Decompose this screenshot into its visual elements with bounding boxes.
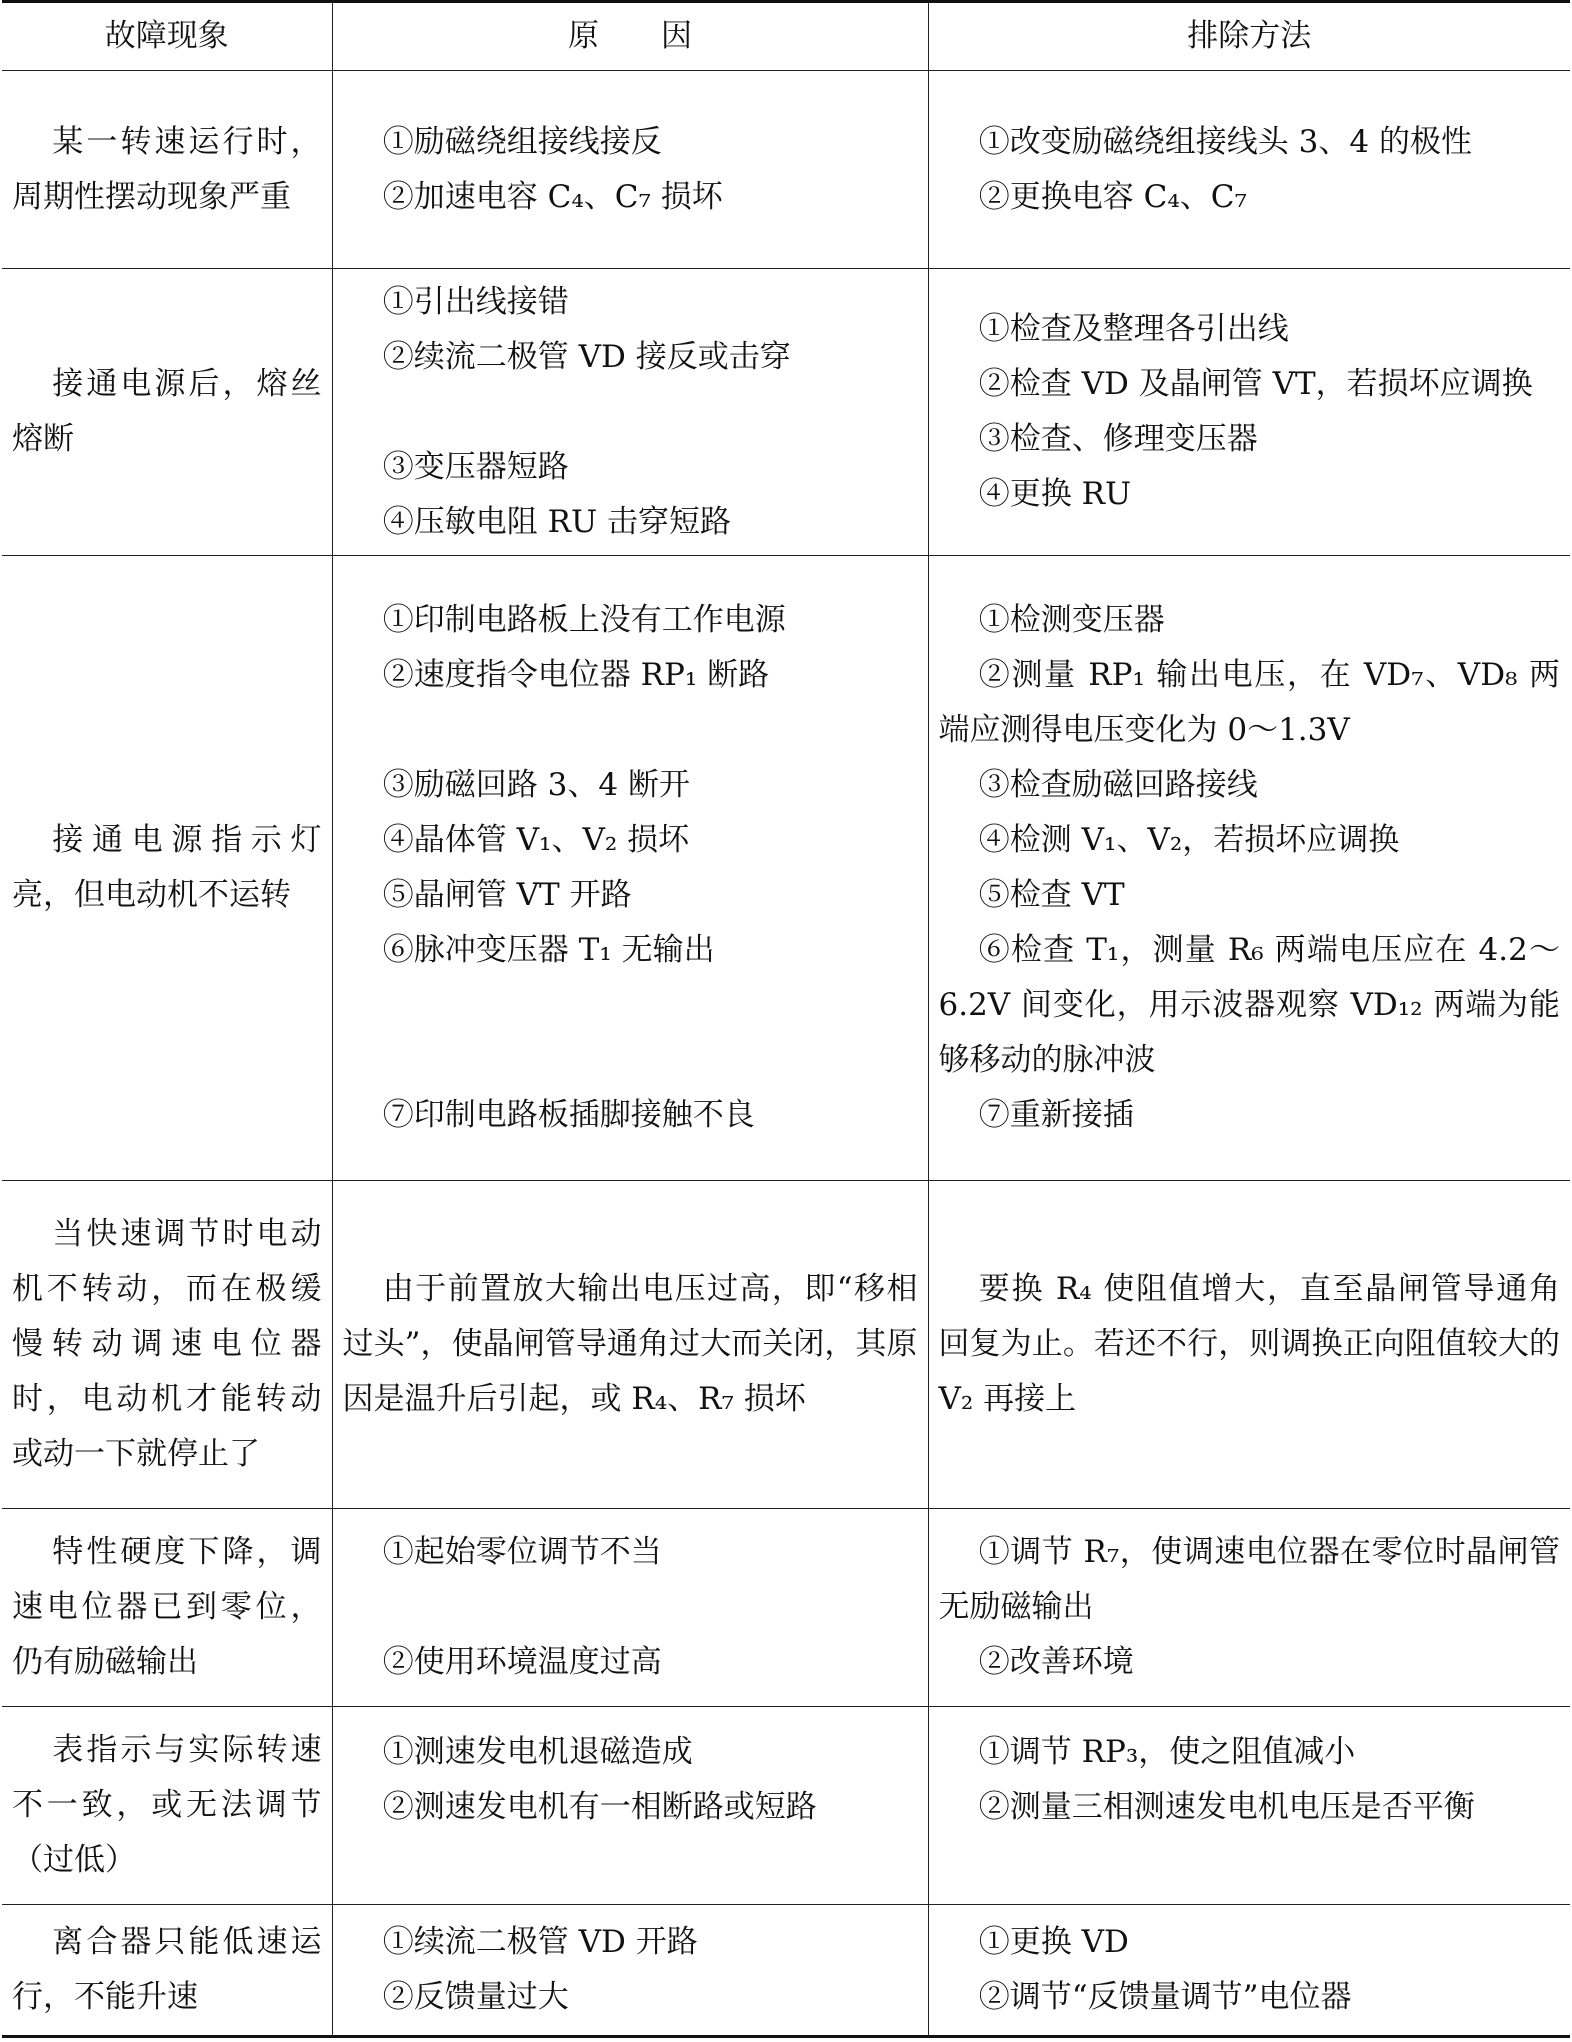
table-row [2,556,1570,1181]
header-cause: 原 因 [332,2,928,71]
cause-cell [332,556,928,1181]
fix-item: ①调节 R₇，使调速电位器在零位时晶闸管无励磁输出 [938,1534,1560,1625]
table-row [2,1905,1570,2037]
symptom-cell: 接通电源指示灯亮，但电动机不运转 [2,556,332,1181]
fix-item: ⑥检查 T₁，测量 R₆ 两端电压应在 4.2～6.2V 间变化，用示波器观察 VD₁₂ 两端为能够移动的脉冲波 [938,932,1560,1078]
cause-item: ②使用环境温度过高 [382,1644,662,1680]
cause-cell [332,269,928,556]
fix-item: ③检查、修理变压器 [978,421,1258,457]
fix-item: ②测量三相测速发电机电压是否平衡 [978,1789,1475,1825]
cause-item: ③变压器短路 [382,448,569,485]
cause-item: ②速度指令电位器 RP₁ 断路 [382,657,770,693]
fix-item: ④检测 V₁、V₂，若损坏应调换 [978,822,1400,858]
fix-cell [928,1509,1570,1707]
fix-item: ①更换 VD [978,1924,1129,1960]
fix-item: ②调节“反馈量调节”电位器 [978,1979,1352,2015]
cause-cell [332,1509,928,1707]
symptom-cell: 某一转速运行时，周期性摆动现象严重 [2,71,332,269]
table-row [2,1509,1570,1707]
fix-item: ⑤检查 VT [978,877,1125,913]
cause-item: ⑦印制电路板插脚接触不良 [382,1097,755,1133]
symptom-cell: 当快速调节时电动机不转动，而在极缓慢转动调速电位器时，电动机才能转动或动一下就停止了 [2,1181,332,1509]
fix-item: ①检测变压器 [978,602,1165,638]
fix-item: ②更换电容 C₄、C₇ [978,178,1247,215]
fix-cell [928,1707,1570,1905]
fix-cell [928,1905,1570,2037]
cause-cell: 由于前置放大输出电压过高，即“移相过头”，使晶闸管导通角过大而关闭，其原因是温升后引起，或 R₄、R₇ 损坏 [332,1181,928,1509]
fix-cell [928,71,1570,269]
symptom-cell: 表指示与实际转速不一致，或无法调节（过低） [2,1707,332,1905]
cause-item: ①励磁绕组接线接反 [382,123,662,160]
table-row [2,269,1570,556]
cause-item: ④晶体管 V₁、V₂ 损坏 [382,822,690,858]
cause-item: ②加速电容 C₄、C₇ 损坏 [382,178,723,215]
table-row [2,1707,1570,1905]
cause-item: ②续流二极管 VD 接反或击穿 [382,338,791,375]
fix-cell: 要换 R₄ 使阻值增大，直至晶闸管导通角回复为止。若还不行，则调换正向阻值较大的 V₂ 再接上 [928,1181,1570,1509]
cause-item: ①续流二极管 VD 开路 [382,1924,698,1960]
fix-item: ②检查 VD 及晶闸管 VT，若损坏应调换 [978,366,1533,402]
symptom-cell: 接通电源后，熔丝熔断 [2,269,332,556]
fix-item: ①调节 RP₃，使之阻值减小 [978,1734,1356,1770]
table-row [2,1181,1570,1509]
header-fix: 排除方法 [928,2,1570,71]
fix-item: ②改善环境 [978,1644,1134,1680]
cause-item: ⑤晶闸管 VT 开路 [382,877,632,913]
cause-cell [332,1707,928,1905]
cause-item: ④压敏电阻 RU 击穿短路 [382,503,731,540]
symptom-cell: 离合器只能低速运行，不能升速 [2,1905,332,2037]
cause-item: ①测速发电机退磁造成 [382,1734,693,1770]
fix-cell [928,269,1570,556]
fix-item: ①改变励磁绕组接线头 3、4 的极性 [978,123,1472,160]
cause-cell [332,1905,928,2037]
table-row [2,71,1570,269]
cause-item: ①起始零位调节不当 [382,1534,662,1570]
symptom-cell: 特性硬度下降，调速电位器已到零位，仍有励磁输出 [2,1509,332,1707]
fix-item: ②测量 RP₁ 输出电压，在 VD₇、VD₈ 两端应测得电压变化为 0～1.3V [938,657,1560,748]
header-symptom: 故障现象 [2,2,332,71]
cause-item: ①引出线接错 [382,283,569,320]
header-row [2,2,1570,71]
fix-cell [928,556,1570,1181]
cause-item: ②测速发电机有一相断路或短路 [382,1789,817,1825]
cause-item: ②反馈量过大 [382,1979,569,2015]
fix-item: ④更换 RU [978,476,1132,512]
troubleshooting-table [2,0,1570,2038]
fix-item: ③检查励磁回路接线 [978,767,1258,803]
cause-item: ③励磁回路 3、4 断开 [382,767,690,803]
cause-cell [332,71,928,269]
cause-item: ①印制电路板上没有工作电源 [382,602,786,638]
cause-item: ⑥脉冲变压器 T₁ 无输出 [382,932,715,968]
fix-item: ①检查及整理各引出线 [978,311,1289,347]
fix-item: ⑦重新接插 [978,1097,1134,1133]
